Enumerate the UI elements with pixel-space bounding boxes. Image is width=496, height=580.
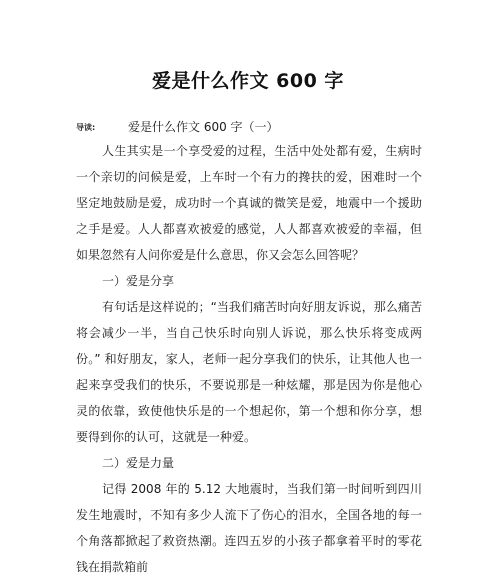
- guide-label: 导读:: [76, 123, 96, 132]
- section-heading-sharing: 一）爱是分享: [102, 274, 175, 288]
- document-title: 爱是什么作文 600 字: [152, 70, 344, 92]
- section-heading-strength: 二）爱是力量: [102, 456, 175, 470]
- paragraph-sharing: 有句话是这样说的；“当我们痛苦时向好朋友诉说，那么痛苦将会减少一半，当自己快乐时向别人诉说，那么快乐将变成两份。” 和好朋友，家人，老师一起分享我们的快乐，让其他人也一起来享受我们的快乐，不要说那是一种炫耀，那是因为你是他心灵的依靠，致使他快乐是的一个想起你，第一个想和你分享，想要得到你的认可，这就是一种爱。: [76, 300, 422, 444]
- paragraph-intro: 人生其实是一个享受爱的过程，生活中处处都有爱，生病时一个亲切的问候是爱，上车时一个有力的搀扶的爱，困难时一个坚定地鼓励是爱，成功时一个真诚的微笑是爱，地震中一个援助之手是爱。人人都喜欢被爱的感觉，人人都喜欢被爱的幸福，但如果忽然有人问你爱是什么意思，你又会怎么回答呢？: [76, 144, 422, 262]
- paragraph-strength: 记得 2008 年的 5.12 大地震时，当我们第一时间听到四川发生地震时，不知有多少人流下了伤心的泪水，全国各地的每一个角落都掀起了救资热潮。连四五岁的小孩子都拿着平时的零花钱在捐款箱前: [76, 482, 422, 574]
- guide-text: 爱是什么作文 600 字（一）: [128, 120, 279, 134]
